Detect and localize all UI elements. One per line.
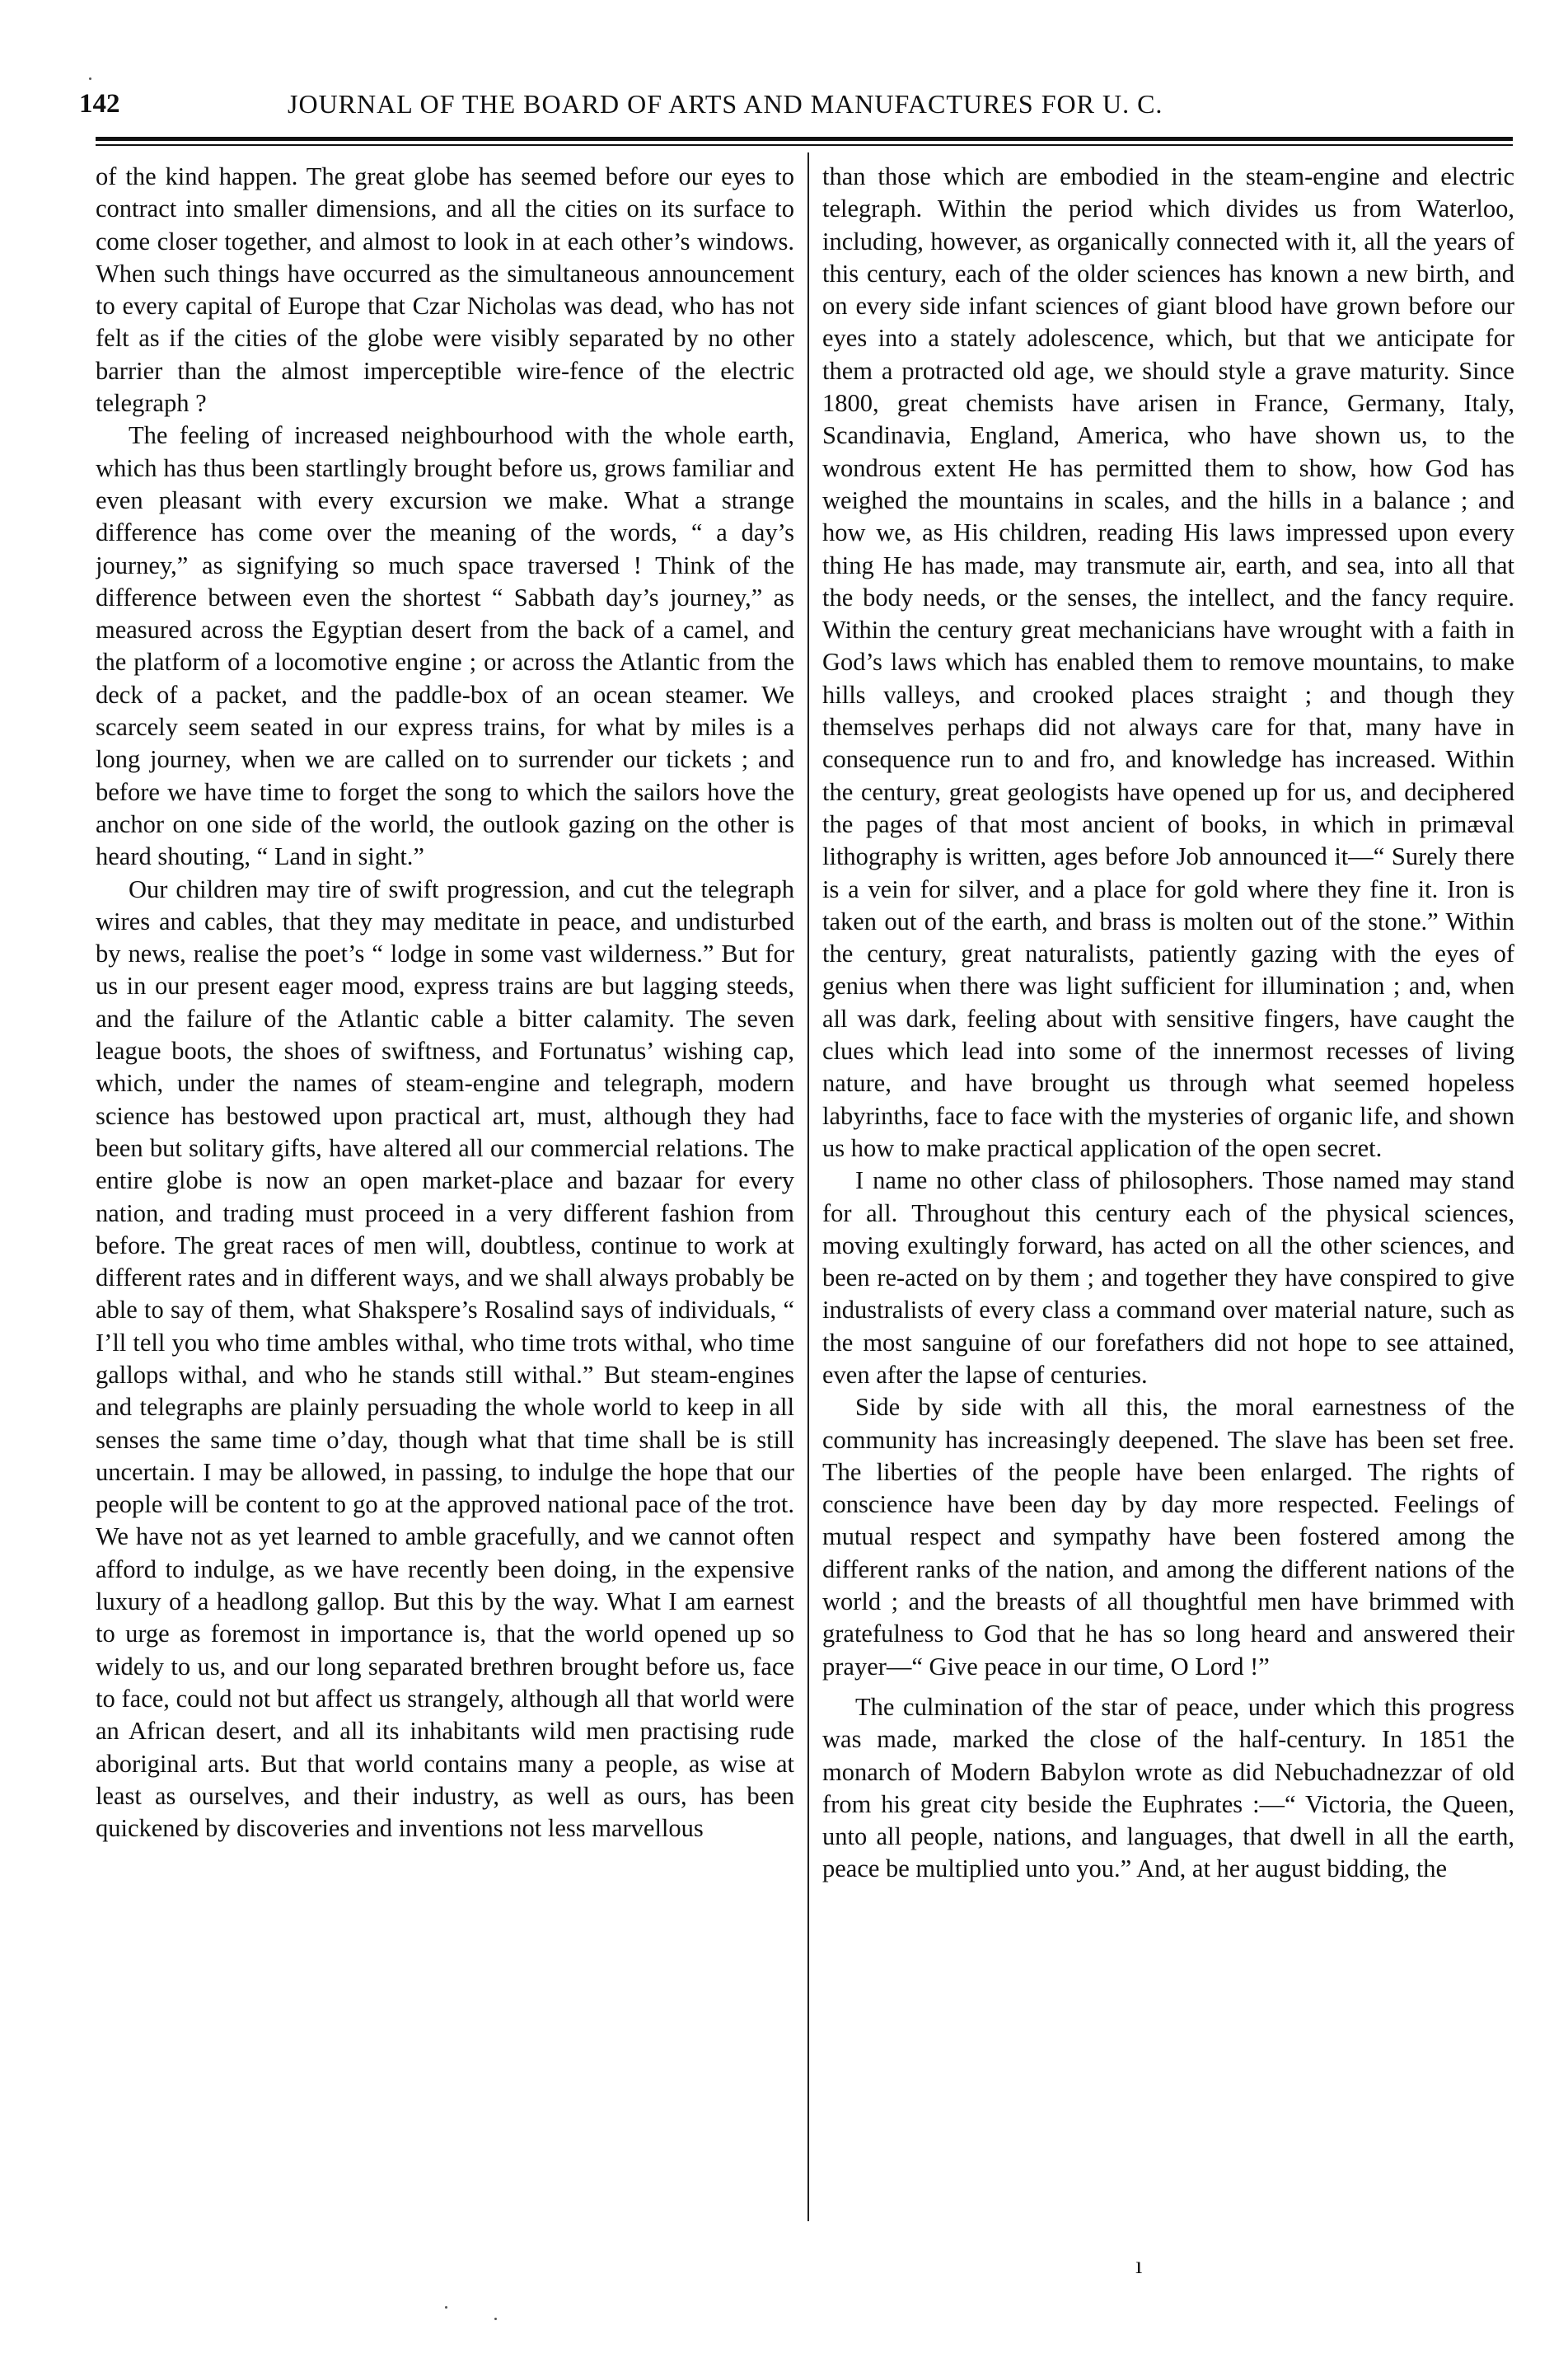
speck (89, 77, 91, 80)
paragraph: of the kind happen. The great globe has seemed before our eyes to contract into smaller dimensions, and all the cities on its surface to come closer together, and almost to look in at each other’s windows. When such things have occurred as the simultaneous announcement to every capital of Europe that Czar Nicholas was dead, who has not felt as if the cities of the globe were visibly separated by no other barrier than the almost imperceptible wire-fence of the electric telegraph ? (96, 162, 794, 418)
stray-mark: ı (1135, 2252, 1143, 2279)
page-header (79, 89, 1506, 125)
right-column (822, 161, 1514, 2221)
paragraph: Side by side with all this, the moral earnestness of the community has increasingly deepened. The slave has been set free. The liberties of the people have been enlarged. The rights of conscience have been day by day more respected. Feelings of mutual respect and sympathy have been fostered among the different ranks of the nation, and among the different nations of the world ; and the breasts of all thoughtful men have brimmed with gratefulness to God that he has so long heard and answered their prayer—“ Give peace in our time, O Lord !” (822, 1393, 1514, 1681)
paragraph: than those which are embodied in the steam-engine and electric telegraph. Within the period which divides us from Waterloo, including, however, as organically connected with it, all the years of this century, each of the older sciences has known a new birth, and on every side infant sciences of giant blood have grown before our eyes into a stately adolescence, which, but that we anticipate for them a protracted old age, we should style a grave maturity. Since 1800, great chemists have arisen in France, Germany, Italy, Scandinavia, England, America, who have shown us, to the wondrous extent He has permitted them to show, how God has weighed the mountains in scales, and the hills in a balance ; and how we, as His children, reading His laws impressed upon every thing He has made, may transmute air, earth, and sea, into all that the body needs, or the senses, the intellect, and the fancy require. Within the century great mechanicians have wrought with a faith in God’s laws which has enabled them to remove mountains, to make hills valleys, and crooked places straight ; and though they themselves perhaps did not always care for that, many have in consequence run to and fro, and knowledge has increased. Within the century, great geologists have opened up for us, and deciphered the pages of that most ancient of books, in which in primæval lithography is written, ages before Job announced it—“ Surely there is a vein for silver, and a place for gold where they fine it. Iron is taken out of the earth, and brass is molten out of the stone.” Within the century, great naturalists, patiently gazing with the eyes of genius when there was light sufficient for illumination ; and, when all was dark, feeling about with sensitive fingers, have caught the clues which lead into some of the innermost recesses of living nature, and have brought us through what seemed hopeless labyrinths, face to face with the mysteries of organic life, and shown us how to make practical application of the open secret. (822, 162, 1514, 1162)
running-head: JOURNAL OF THE BOARD OF ARTS AND MANUFACTURES FOR U. C. (288, 89, 1163, 119)
column-divider (807, 152, 809, 2221)
header-rule-thin (96, 144, 1513, 146)
paragraph: The culmination of the star of peace, under which this progress was made, marked the close of the half-century. In 1851 the monarch of Modern Babylon wrote as did Nebuchadnezzar of old from his great city beside the Euphrates :—“ Victoria, the Queen, unto all people, nations, and languages, that dwell in all the earth, peace be multiplied unto you.” And, at her august bidding, the (822, 1692, 1514, 1883)
speck (494, 2318, 497, 2320)
paragraph: I name no other class of philosophers. Those named may stand for all. Throughout this century each of the physical sciences, moving exultingly forward, has acted on all the other sciences, and been re-acted on by them ; and together they have conspired to give industralists of every class a command over material nature, such as the most sanguine of our forefathers did not hope to see attained, even after the lapse of centuries. (822, 1166, 1514, 1389)
page-number: 142 (79, 89, 120, 119)
header-rule-thick (96, 137, 1513, 141)
paragraph: The feeling of increased neighbourhood with the whole earth, which has thus been startlingly brought before us, grows familiar and even pleasant with every excursion we make. What a strange difference has come over the meaning of the words, “ a day’s journey,” as signifying so much space traversed ! Think of the difference between even the shortest “ Sabbath day’s journey,” as measured across the Egyptian desert from the back of a camel, and the platform of a locomotive engine ; or across the Atlantic from the deck of a packet, and the paddle-box of an ocean steamer. We scarcely seem seated in our express trains, for what by miles is a long journey, when we are called on to surrender our tickets ; and before we have time to forget the song to which the sailors hove the anchor on one side of the world, the outlook gazing on the other is heard shouting, “ Land in sight.” (96, 421, 794, 871)
speck (445, 2306, 447, 2309)
left-column (96, 161, 794, 2221)
paragraph: Our children may tire of swift progression, and cut the telegraph wires and cables, that they may meditate in peace, and undisturbed by news, realise the poet’s “ lodge in some vast wilderness.” But for us in our present eager mood, express trains are but lagging steeds, and the failure of the Atlantic cable a bitter calamity. The seven league boots, the shoes of swiftness, and Fortunatus’ wishing cap, which, under the names of steam-engine and telegraph, modern science has bestowed upon practical art, must, although they had been but solitary gifts, have altered all our commercial relations. The entire globe is now an open market-place and bazaar for every nation, and trading must proceed in a very different fashion from before. The great races of men will, doubtless, continue to work at different rates and in different ways, and we shall always probably be able to say of them, what Shakspere’s Rosalind says of individuals, “ I’ll tell you who time ambles withal, who time trots withal, who time gallops withal, and who he stands still withal.” But steam-engines and telegraphs are plainly persuading the whole world to keep in all senses the same time o’day, though what that time shall be is still uncertain. I may be allowed, in passing, to indulge the hope that our people will be content to go at the approved national pace of the trot. We have not as yet learned to amble gracefully, and we cannot often afford to indulge, as we have recently been doing, in the expensive luxury of a headlong gallop. But this by the way. What I am earnest to urge as foremost in importance is, that the world opened up so widely to us, and our long separated brethren brought before us, face to face, could not but affect us strangely, although all that world were an African desert, and all its inhabitants wild men practising rude aboriginal arts. But that world contains many a people, as wise at least as ourselves, and their industry, as well as ours, has been quickened by discoveries and inventions not less marvellous (96, 874, 794, 1843)
